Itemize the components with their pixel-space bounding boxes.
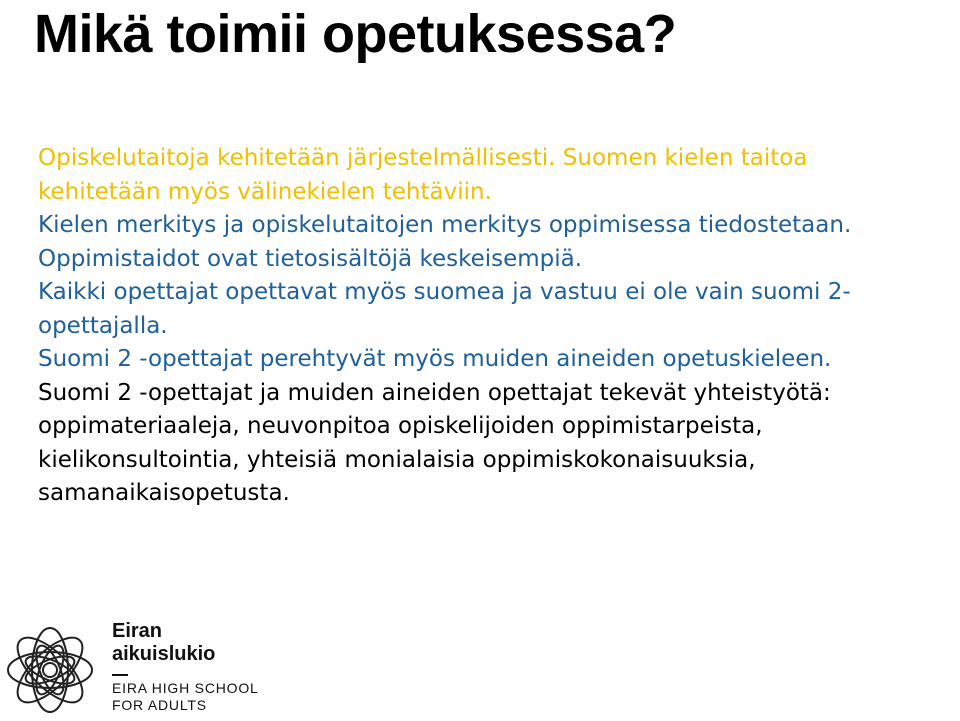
logo-divider bbox=[112, 674, 128, 676]
logo-name-line2: aikuislukio bbox=[112, 643, 216, 665]
flower-ornament-icon bbox=[0, 620, 100, 720]
text-line: Suomi 2 -opettajat ja muiden aineiden opettajat tekevät yhteistyötä: bbox=[38, 379, 831, 406]
logo-text bbox=[112, 620, 259, 714]
text-line: Kielen merkitys ja opiskelutaitojen merkitys oppimisessa tiedostetaan. bbox=[38, 212, 852, 238]
paragraph-language-meaning bbox=[38, 209, 948, 276]
text-line: oppimateriaaleja, neuvonpitoa opiskelijoiden oppimistarpeista, bbox=[38, 413, 763, 439]
paragraph-cooperation bbox=[38, 377, 948, 511]
text-line: Opiskelutaitoja kehitetään järjestelmällisesti. Suomen kielen taitoa bbox=[38, 145, 808, 171]
text-line: Kaikki opettajat opettavat myös suomea ja vastuu ei ole vain suomi 2- bbox=[38, 279, 851, 305]
paragraph-all-teachers bbox=[38, 276, 948, 377]
slide-title: Mikä toimii opetuksessa? bbox=[34, 4, 677, 64]
text-line: samanaikaisopetusta. bbox=[38, 480, 290, 506]
text-line: Oppimistaidot ovat tietosisältöjä keskeisempiä. bbox=[38, 245, 583, 272]
school-logo bbox=[0, 612, 290, 721]
logo-name-line1: Eiran bbox=[112, 620, 163, 642]
text-line: Suomi 2 -opettajat perehtyvät myös muiden aineiden opetuskieleen. bbox=[38, 346, 832, 372]
text-line: kehitetään myös välinekielen tehtäviin. bbox=[38, 178, 492, 205]
slide-body bbox=[38, 142, 948, 511]
logo-sub-line1: EIRA HIGH SCHOOL bbox=[112, 680, 259, 696]
text-line: opettajalla. bbox=[38, 312, 168, 339]
paragraph-study-skills bbox=[38, 142, 948, 209]
logo-sub-line2: FOR ADULTS bbox=[112, 697, 207, 713]
text-line: kielikonsultointia, yhteisiä monialaisia oppimiskokonaisuuksia, bbox=[38, 446, 756, 473]
